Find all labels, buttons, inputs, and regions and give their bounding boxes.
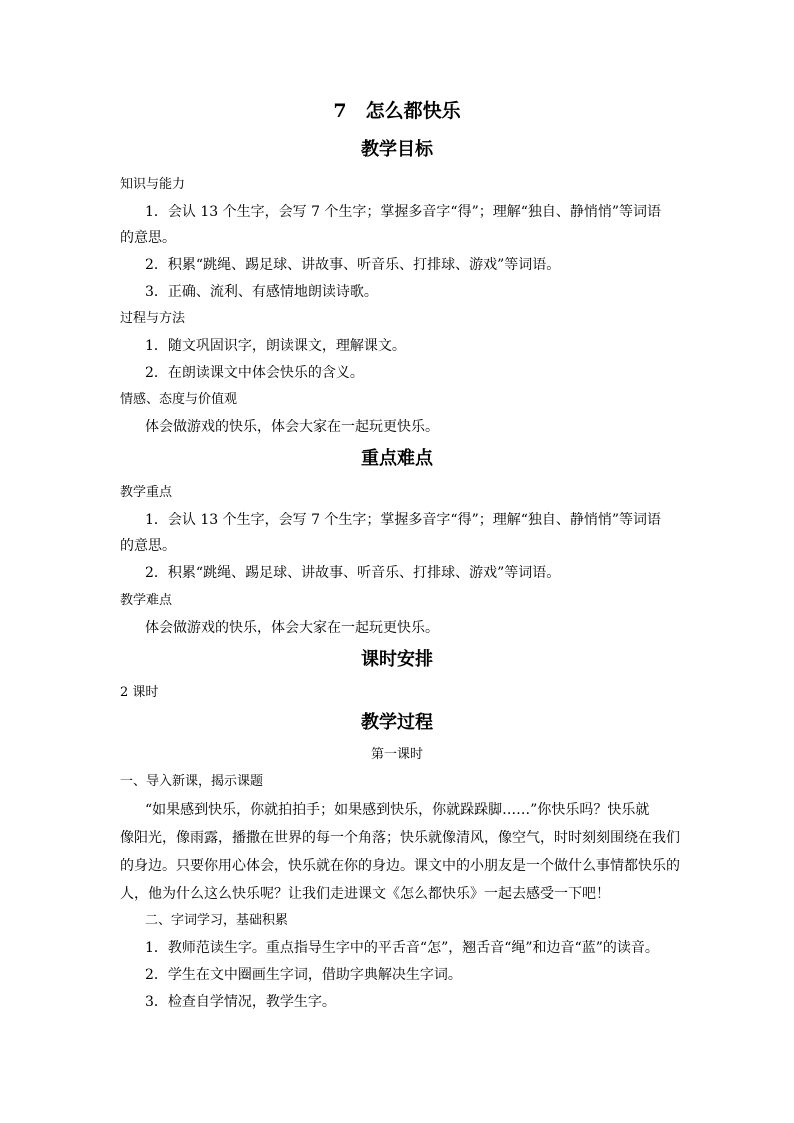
- page-title: 7 怎么都快乐: [333, 100, 461, 122]
- step1-line-2: 像阳光，像雨露，播撒在世界的每一个角落；快乐就像清风，像空气，时时刻刻围绕在我们: [120, 830, 680, 846]
- process-item-2: 2．在朗读课文中体会快乐的含义。: [145, 365, 364, 381]
- subheading-difficulty: 教学难点: [120, 593, 173, 608]
- knowledge-item-1: 1．会认 13 个生字，会写 7 个生字；掌握多音字“得”；理解“独自、静悄悄”等词语: [145, 204, 662, 220]
- subheading-emotion: 情感、态度与价值观: [120, 392, 238, 407]
- heading-objectives: 教学目标: [361, 139, 433, 160]
- knowledge-item-3: 3．正确、流利、有感情地朗读诗歌。: [145, 284, 378, 300]
- heading-key-points: 重点难点: [361, 448, 433, 469]
- step2-item-3: 3．检查自学情况，教学生字。: [145, 994, 336, 1010]
- subheading-knowledge: 知识与能力: [120, 177, 186, 192]
- knowledge-item-1-cont: 的意思。: [120, 230, 176, 246]
- step1-line-4: 人，他为什么这么快乐呢？让我们走进课文《怎么都快乐》一起去感受一下吧！: [120, 886, 610, 902]
- heading-process: 教学过程: [361, 712, 433, 733]
- step2-heading: 二、字词学习，基础积累: [145, 913, 289, 928]
- step2-item-2: 2．学生在文中圈画生字词，借助字典解决生字词。: [145, 967, 462, 983]
- subheading-process-method: 过程与方法: [120, 311, 186, 326]
- step1-line-1: “如果感到快乐，你就拍拍手；如果感到快乐，你就跺跺脚……”你快乐吗？快乐就: [145, 802, 650, 818]
- schedule-value: 2 课时: [120, 685, 159, 700]
- knowledge-item-2: 2．积累“跳绳、踢足球、讲故事、听音乐、打排球、游戏”等词语。: [145, 257, 561, 273]
- emotion-item-1: 体会做游戏的快乐，体会大家在一起玩更快乐。: [145, 419, 439, 435]
- focus-item-2: 2．积累“跳绳、踢足球、讲故事、听音乐、打排球、游戏”等词语。: [145, 565, 561, 581]
- focus-item-1-cont: 的意思。: [120, 538, 176, 554]
- difficulty-item-1: 体会做游戏的快乐，体会大家在一起玩更快乐。: [145, 620, 439, 636]
- subheading-focus: 教学重点: [120, 485, 173, 500]
- heading-schedule: 课时安排: [361, 649, 433, 670]
- step1-heading: 一、导入新课，揭示课题: [120, 774, 264, 789]
- step2-item-1: 1．教师范读生字。重点指导生字中的平舌音“怎”，翘舌音“绳”和边音“蓝”的读音。: [145, 940, 659, 956]
- focus-item-1: 1．会认 13 个生字，会写 7 个生字；掌握多音字“得”；理解“独自、静悄悄”等词语: [145, 512, 662, 528]
- step1-line-3: 的身边。只要你用心体会，快乐就在你的身边。课文中的小朋友是一个做什么事情都快乐的: [120, 858, 680, 874]
- lesson-label: 第一课时: [370, 747, 423, 762]
- process-item-1: 1．随文巩固识字，朗读课文，理解课文。: [145, 338, 406, 354]
